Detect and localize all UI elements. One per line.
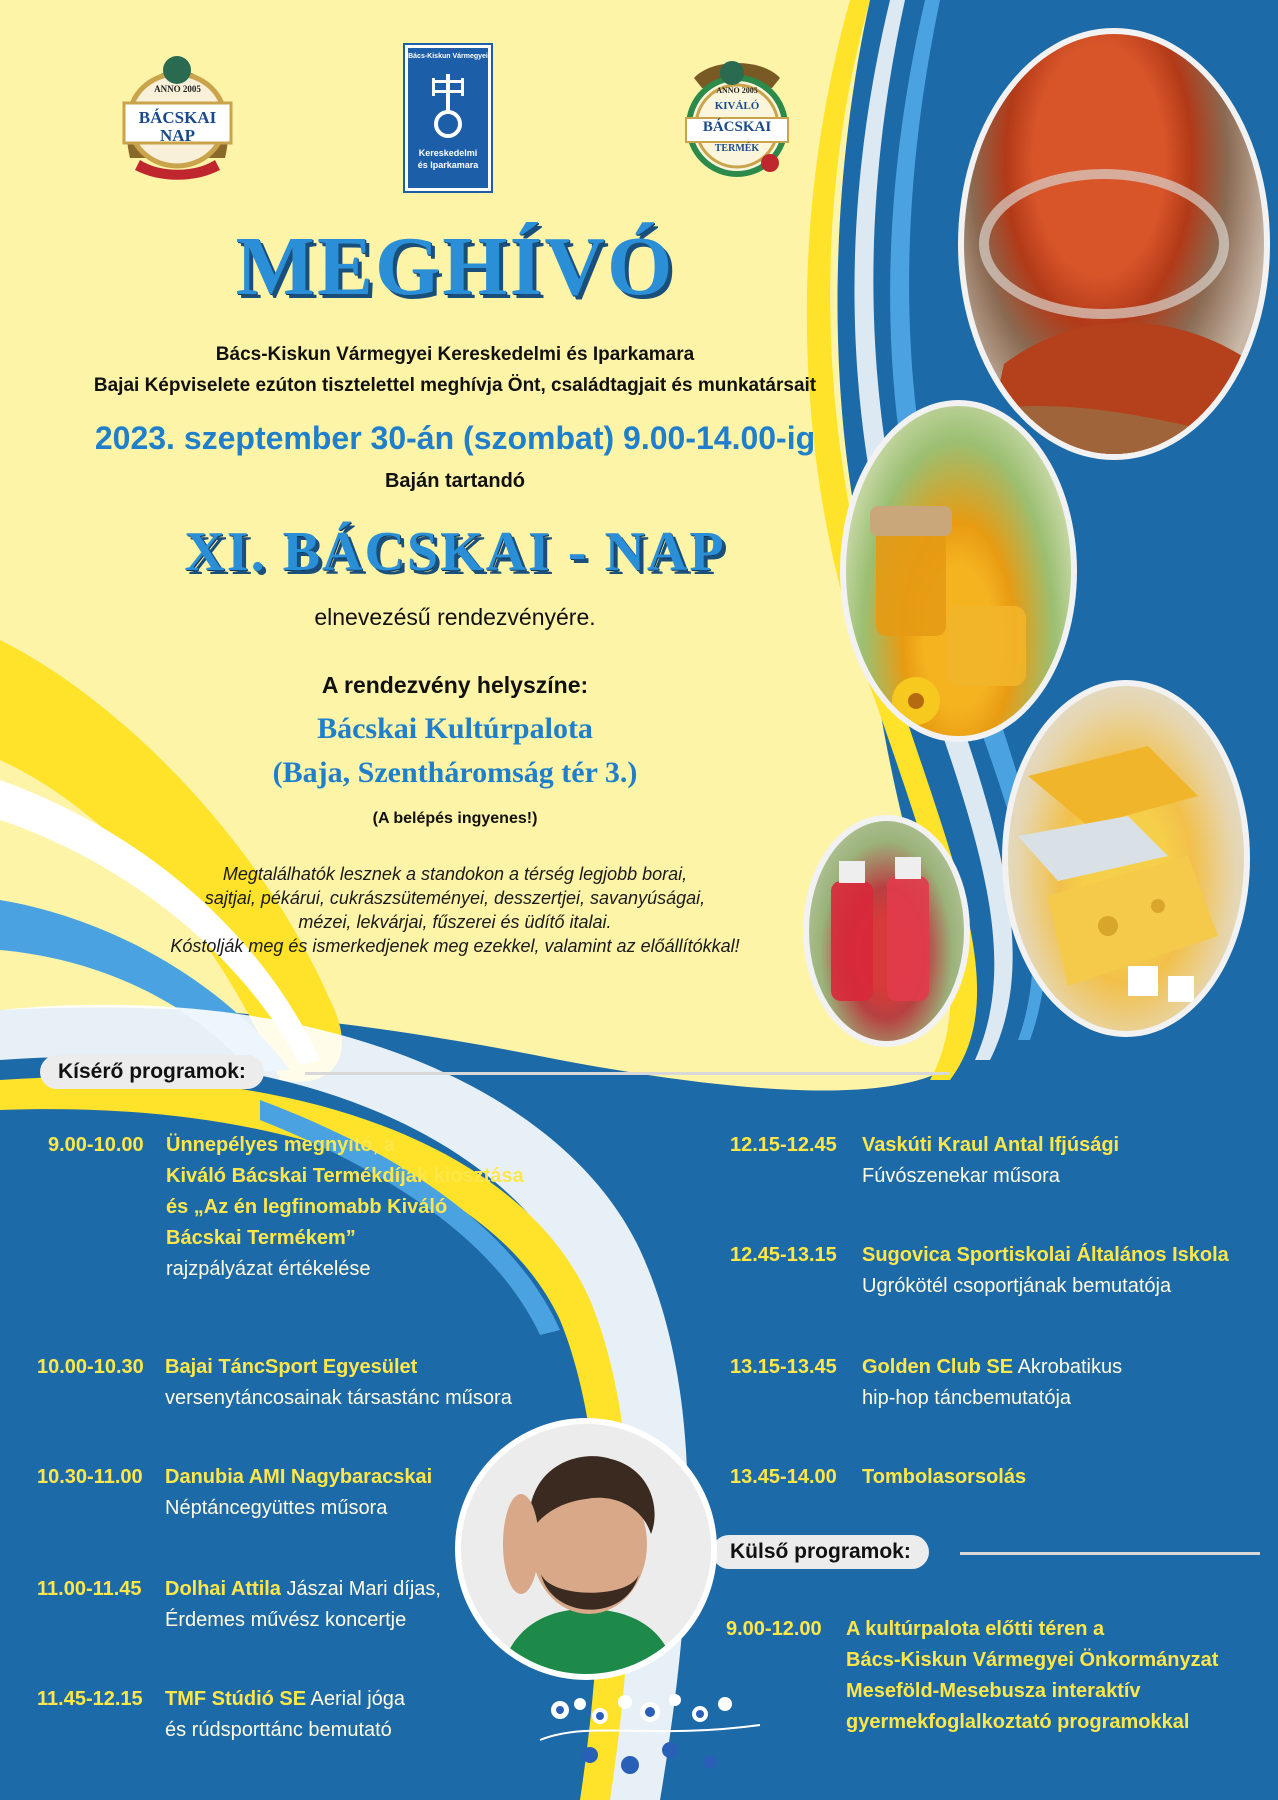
venue-name: Bácskai Kultúrpalota <box>317 712 593 745</box>
chamber-line2: és Iparkamara <box>417 160 479 170</box>
program-title: Kiváló Bácskai Termékdíjak kiosztása <box>166 1165 524 1187</box>
program-desc: hip-hop táncbemutatója <box>862 1387 1072 1409</box>
event-suffix: elnevezésű rendezvényére. <box>314 604 596 630</box>
outside-programs-label: Külső programok: <box>712 1535 929 1569</box>
intro-line-1: Bács-Kiskun Vármegyei Kereskedelmi és Iparkamara <box>215 344 695 365</box>
program-desc: Néptáncegyüttes műsora <box>165 1497 388 1519</box>
logo-right-anno: ANNO <box>716 86 740 95</box>
logo-right-line1: KIVÁLÓ <box>714 100 760 112</box>
program-title: gyermekfoglalkoztató programokkal <box>846 1711 1190 1733</box>
program-title: Bács-Kiskun Vármegyei Önkormányzat <box>846 1649 1219 1671</box>
program-desc: és rúdsporttánc bemutató <box>165 1719 392 1741</box>
program-time: 13.15-13.45 <box>730 1356 837 1378</box>
program-desc: Fúvószenekar műsora <box>862 1165 1060 1187</box>
logo-anno: ANNO <box>154 84 181 94</box>
program-time: 11.45-12.15 <box>37 1688 143 1710</box>
program-desc: versenytáncosainak társastánc műsora <box>165 1387 512 1409</box>
honey-photo <box>840 400 1077 742</box>
floral-ornament <box>530 1680 770 1790</box>
program-title: és „Az én legfinomabb Kiváló <box>166 1196 448 1218</box>
logo-line2: NAP <box>160 126 195 145</box>
program-title: TMF Stúdió SE <box>165 1688 307 1710</box>
program-desc: Érdemes művész koncertje <box>165 1609 407 1631</box>
venue-label: A rendezvény helyszíne: <box>321 672 589 698</box>
program-time: 9.00-12.00 <box>726 1618 822 1640</box>
logo-right-line2: BÁCSKAI <box>702 119 772 135</box>
program-desc: rajzpályázat értékelése <box>166 1258 371 1280</box>
program-time: 12.45-13.15 <box>730 1244 837 1266</box>
program-time: 9.00-10.00 <box>48 1134 144 1156</box>
free-entry: (A belépés ingyenes!) <box>372 810 538 827</box>
program-time: 10.00-10.30 <box>37 1356 144 1378</box>
held-in: Baján tartandó <box>384 470 526 492</box>
program-desc: Akrobatikus <box>1013 1356 1123 1378</box>
program-title: Bajai TáncSport Egyesület <box>165 1356 418 1378</box>
logo-right-line3: TERMÉK <box>714 143 760 154</box>
description-line: Megtalálhatók lesznek a standokon a térség legjobb borai, <box>222 864 688 884</box>
venue-address: (Baja, Szentháromság tér 3.) <box>272 756 638 789</box>
event-name: XI. BÁCSKAI - NAP <box>184 521 726 583</box>
kivalo-bacskai-termek-logo <box>672 48 802 183</box>
program-title: Golden Club SE <box>862 1356 1014 1378</box>
chamber-logo <box>405 45 491 191</box>
description-line: sajtjai, pékárui, cukrászsüteményei, desszertjei, savanyúságai, <box>204 888 706 908</box>
program-desc: Ugrókötél csoportjának bemutatója <box>862 1275 1172 1297</box>
outside-programs-rule <box>960 1552 1260 1555</box>
side-programs-label: Kísérő programok: <box>40 1055 264 1089</box>
program-time: 10.30-11.00 <box>37 1466 143 1488</box>
chamber-line1: Kereskedelmi <box>418 148 478 158</box>
program-time: 13.45-14.00 <box>730 1466 837 1488</box>
juice-photo <box>803 815 970 1047</box>
program-title: A kultúrpalota előtti téren a <box>846 1618 1105 1640</box>
program-desc: Jászai Mari díjas, <box>280 1578 441 1600</box>
logo-year: 2005 <box>182 84 201 94</box>
program-title: Ünnepélyes megnyitó, a <box>166 1134 395 1156</box>
program-title: Meseföld-Mesebusza interaktív <box>846 1680 1141 1702</box>
description-line: mézei, lekvárjai, fűszerei és üdítő italai. <box>298 912 612 932</box>
paprika-photo <box>958 28 1270 460</box>
program-title: Vaskúti Kraul Antal Ifjúsági <box>862 1134 1120 1156</box>
program-title: Tombolasorsolás <box>862 1466 1027 1488</box>
description <box>0 862 910 958</box>
program-title: Dolhai Attila <box>165 1578 281 1600</box>
cheese-photo <box>1002 680 1250 1037</box>
program-title: Sugovica Sportiskolai Általános Iskola <box>862 1244 1229 1266</box>
side-programs-rule <box>305 1072 950 1075</box>
logo-line1: BÁCSKAI <box>138 108 217 127</box>
program-time: 12.15-12.45 <box>730 1134 837 1156</box>
bacskai-nap-logo <box>110 48 245 183</box>
logo-right-year: 2005 <box>741 86 758 95</box>
event-date: 2023. szeptember 30-án (szombat) 9.00-14.00-ig <box>94 420 816 456</box>
performer-portrait <box>455 1418 717 1680</box>
program-desc: Aerial jóga <box>306 1688 406 1710</box>
page-title: MEGHÍVÓ <box>235 220 675 313</box>
chamber-top: Bács-Kiskun Vármegyei <box>408 53 488 60</box>
program-title: Bácskai Termékem” <box>166 1227 356 1249</box>
intro-line-2: Bajai Képviselete ezúton tisztelettel meghívja Önt, családtagjait és munkatársait <box>93 375 817 396</box>
program-title: Danubia AMI Nagybaracskai <box>165 1466 433 1488</box>
description-line: Kóstolják meg és ismerkedjenek meg ezekkel, valamint az előállítókkal! <box>170 936 740 956</box>
program-time: 11.00-11.45 <box>37 1578 142 1600</box>
